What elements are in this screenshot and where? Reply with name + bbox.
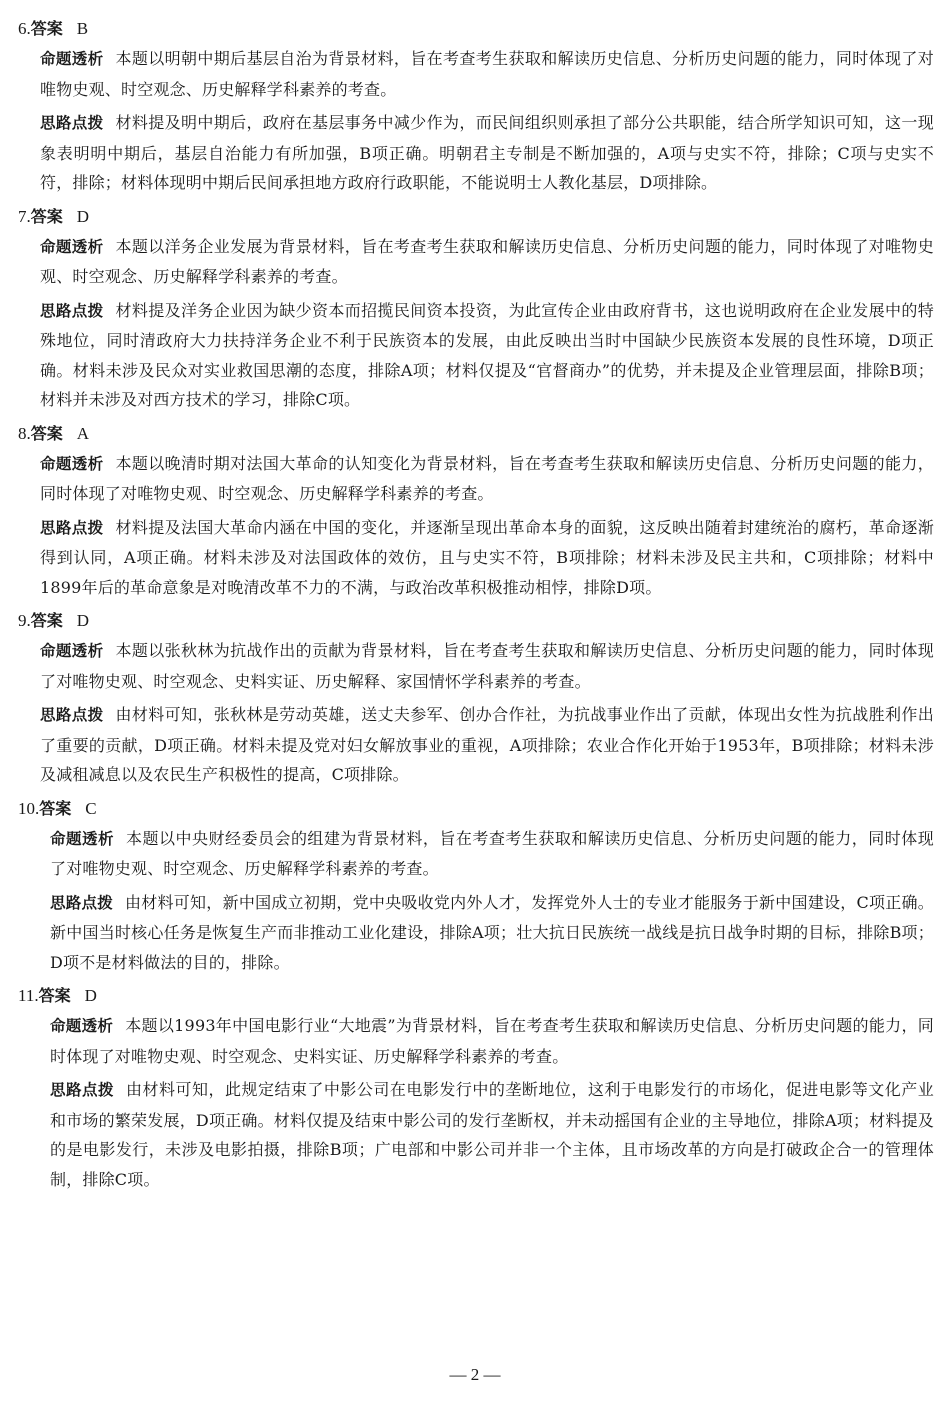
answer-item-11 bbox=[18, 981, 934, 1194]
question-number: 11. bbox=[18, 986, 39, 1005]
analysis-text: 本题以晚清时期对法国大革命的认知变化为背景材料，旨在考查考生获取和解读历史信息、分析历史问题的能力，同时体现了对唯物史观、时空观念、历史解释学科素养的考查。 bbox=[40, 453, 934, 503]
analysis-label: 命题透析 bbox=[40, 50, 104, 68]
answer-value: A bbox=[76, 423, 90, 443]
thinking-label: 思路点拨 bbox=[40, 114, 104, 132]
answer-item-7 bbox=[18, 202, 934, 415]
answer-line bbox=[18, 794, 934, 824]
thinking-label: 思路点拨 bbox=[40, 518, 104, 537]
analysis-text: 本题以明朝中期后基层自治为背景材料，旨在考查考生获取和解读历史信息、分析历史问题的能力，同时体现了对唯物史观、时空观念、历史解释学科素养的考查。 bbox=[40, 49, 934, 99]
analysis-paragraph bbox=[50, 824, 934, 884]
answer-line bbox=[18, 606, 934, 636]
answer-key-label: 答案 bbox=[30, 611, 63, 630]
thinking-label: 思路点拨 bbox=[40, 706, 104, 724]
page-number: — 2 — bbox=[449, 1365, 501, 1384]
answer-line bbox=[18, 14, 934, 44]
answer-key-label: 答案 bbox=[30, 206, 63, 226]
answer-item-9 bbox=[18, 606, 934, 790]
thinking-paragraph bbox=[40, 296, 934, 415]
analysis-paragraph bbox=[40, 636, 934, 696]
answer-key-label: 答案 bbox=[30, 19, 63, 38]
thinking-paragraph bbox=[40, 700, 934, 790]
thinking-paragraph bbox=[50, 888, 934, 978]
answer-key-label: 答案 bbox=[39, 798, 72, 818]
question-number: 7. bbox=[18, 206, 31, 226]
analysis-paragraph bbox=[50, 1011, 934, 1071]
answer-value: D bbox=[76, 206, 90, 226]
answer-item-6 bbox=[18, 14, 934, 198]
thinking-text: 由材料可知，新中国成立初期，党中央吸收党内外人才，发挥党外人士的专业才能服务于新中国建设，C项正确。新中国当时核心任务是恢复生产而非推动工业化建设，排除A项；壮大抗日民族统一战线是抗日战争时期的目标，排除B项；D项不是材料做法的目的，排除。 bbox=[50, 892, 934, 972]
answer-line bbox=[18, 202, 934, 232]
answer-value: D bbox=[84, 986, 97, 1005]
answer-key-label: 答案 bbox=[38, 986, 71, 1005]
thinking-paragraph bbox=[40, 108, 934, 198]
thinking-label: 思路点拨 bbox=[40, 301, 104, 320]
question-number: 8. bbox=[18, 423, 31, 443]
answer-value: D bbox=[76, 611, 90, 630]
thinking-label: 思路点拨 bbox=[50, 893, 114, 912]
analysis-label: 命题透析 bbox=[40, 454, 104, 473]
thinking-text: 材料提及明中期后，政府在基层事务中减少作为，而民间组织则承担了部分公共职能，结合所学知识可知，这一现象表明明中期后，基层自治能力有所加强，B项正确。明朝君主专制是不断加强的，A项与史实不符，排除；C项与史实不符，排除；材料体现明中期后民间承担地方政府行政职能，不能说明士人教化基层，D项排除。 bbox=[40, 113, 934, 192]
answer-value: B bbox=[76, 19, 89, 38]
thinking-text: 材料提及洋务企业因为缺少资本而招揽民间资本投资，为此宣传企业由政府背书，这也说明政府在企业发展中的特殊地位，同时清政府大力扶持洋务企业不利于民族资本的发展，由此反映出当时中国缺少民族资本发展的良性环境，D项正确。材料未涉及民众对实业救国思潮的态度，排除A项；材料仅提及“官督商办”的优势，并未提及企业管理层面，排除B项；材料并未涉及对西方技术的学习，排除C项。 bbox=[40, 300, 934, 409]
analysis-label: 命题透析 bbox=[40, 237, 104, 256]
thinking-paragraph bbox=[40, 513, 934, 603]
thinking-text: 由材料可知，此规定结束了中影公司在电影发行中的垄断地位，这利于电影发行的市场化，促进电影等文化产业和市场的繁荣发展，D项正确。材料仅提及结束中影公司的发行垄断权，并未动摇国有企业的主导地位，排除A项；材料提及的是电影发行，未涉及电影拍摄，排除B项；广电部和中影公司并非一个主体，且市场改革的方向是打破政企合一的管理体制，排除C项。 bbox=[50, 1080, 934, 1189]
answer-key-label: 答案 bbox=[30, 423, 63, 443]
analysis-text: 本题以张秋林为抗战作出的贡献为背景材料，旨在考查考生获取和解读历史信息、分析历史问题的能力，同时体现了对唯物史观、时空观念、史料实证、历史解释、家国情怀学科素养的考查。 bbox=[40, 641, 934, 691]
analysis-paragraph bbox=[40, 232, 934, 292]
answer-item-8 bbox=[18, 419, 934, 603]
analysis-text: 本题以1993年中国电影行业“大地震”为背景材料，旨在考查考生获取和解读历史信息、分析历史问题的能力，同时体现了对唯物史观、时空观念、史料实证、历史解释学科素养的考查。 bbox=[50, 1016, 934, 1066]
answer-line bbox=[18, 419, 934, 449]
thinking-label: 思路点拨 bbox=[50, 1081, 114, 1099]
analysis-label: 命题透析 bbox=[50, 1017, 114, 1035]
question-number: 9. bbox=[18, 611, 31, 630]
analysis-label: 命题透析 bbox=[40, 642, 104, 660]
thinking-paragraph bbox=[50, 1075, 934, 1194]
question-number: 6. bbox=[18, 19, 31, 38]
thinking-text: 材料提及法国大革命内涵在中国的变化，并逐渐呈现出革命本身的面貌，这反映出随着封建统治的腐朽，革命逐渐得到认同，A项正确。材料未涉及对法国政体的效仿，且与史实不符，B项排除；材料未涉及民主共和，C项排除；材料中1899年后的革命意象是对晚清改革不力的不满，与政治改革积极推动相悖，排除D项。 bbox=[40, 517, 934, 597]
analysis-paragraph bbox=[40, 449, 934, 509]
analysis-text: 本题以洋务企业发展为背景材料，旨在考查考生获取和解读历史信息、分析历史问题的能力，同时体现了对唯物史观、时空观念、历史解释学科素养的考查。 bbox=[40, 236, 934, 286]
analysis-label: 命题透析 bbox=[50, 829, 114, 848]
answer-item-10 bbox=[18, 794, 934, 978]
thinking-text: 由材料可知，张秋林是劳动英雄，送丈夫参军、创办合作社，为抗战事业作出了贡献，体现出女性为抗战胜利作出了重要的贡献，D项正确。材料未提及党对妇女解放事业的重视，A项排除；农业合作化开始于1953年，B项排除；材料未涉及减租减息以及农民生产积极性的提高，C项排除。 bbox=[40, 705, 934, 784]
analysis-paragraph bbox=[40, 44, 934, 104]
answer-value: C bbox=[85, 798, 97, 818]
analysis-text: 本题以中央财经委员会的组建为背景材料，旨在考查考生获取和解读历史信息、分析历史问题的能力，同时体现了对唯物史观、时空观念、历史解释学科素养的考查。 bbox=[50, 828, 934, 878]
question-number: 10. bbox=[18, 798, 40, 818]
answer-line bbox=[18, 981, 934, 1011]
